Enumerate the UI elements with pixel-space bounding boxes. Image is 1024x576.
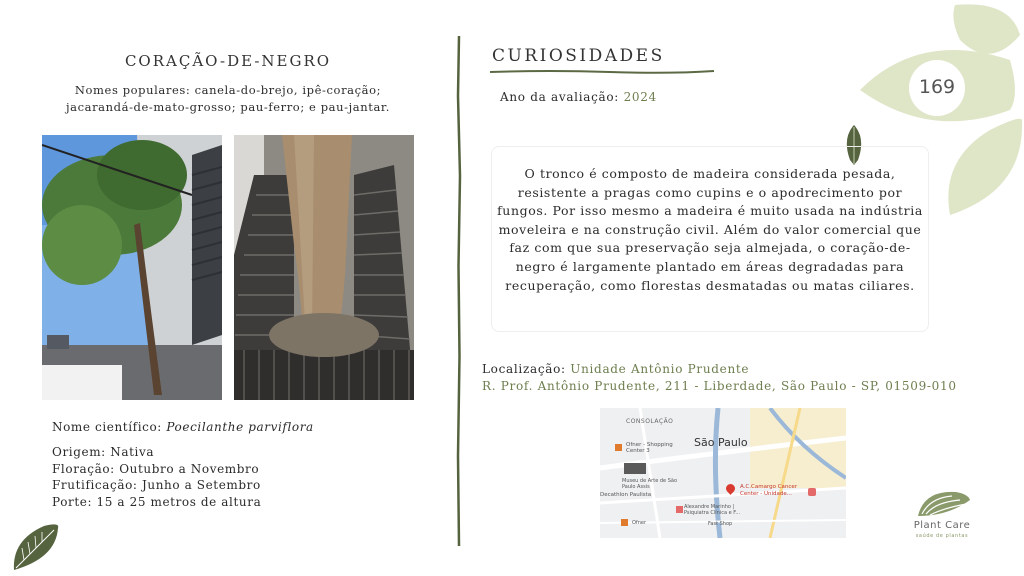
shop-icon xyxy=(615,444,622,451)
map-place-ofner: Ofner xyxy=(632,520,646,526)
curiosidades-title: CURIOSIDADES xyxy=(492,46,665,66)
map-pin-label: A.C.Camargo Cancer Center - Unidade... xyxy=(740,484,798,497)
scientific-name-line xyxy=(52,420,314,434)
fact-flowering: Floração: Outubro a Novembro xyxy=(52,461,260,476)
map-place-alexandre: Alexandre Marinho | Psiquiatra Clínica e F... xyxy=(684,504,741,516)
year-label: Ano da avaliação: xyxy=(500,90,620,104)
vertical-divider xyxy=(452,36,466,546)
map-place-ofner-shopping: Ofner - Shopping Center 3 xyxy=(626,442,673,454)
fact-size: Porte: 15 a 25 metros de altura xyxy=(52,494,262,509)
popular-names: Nomes populares: canela-do-brejo, ipê-coração; jacarandá-de-mato-grosso; pau-ferro; e pau-jantar. xyxy=(65,83,391,114)
fact-origin: Origem: Nativa xyxy=(52,445,155,459)
map-place-decathlon: Decathlon Paulista xyxy=(600,492,652,498)
plant-care-logo xyxy=(904,486,980,540)
curiosity-text: O tronco é composto de madeira considerada pesada, resistente a pragas como cupins e o apodrecimento por fungos. Por isso mesmo a madeira é muito usada na indústria moveleira e na construção civil. Além do valor comercial que faz com que sua preservação seja almejada, o coração-de-negro é largamente plantado em áreas degradadas para recuperação, como florestas desmatadas ou matas ciliares. xyxy=(497,166,923,293)
map-district: CONSOLAÇÃO xyxy=(626,418,674,425)
species-title: CORAÇÃO-DE-NEGRO xyxy=(124,52,332,70)
location-map[interactable] xyxy=(600,408,846,538)
map-place-fastshop: Fast Shop xyxy=(708,521,733,527)
species-facts xyxy=(52,444,261,510)
brand-tagline: saúde de plantas xyxy=(915,533,969,539)
location-unit: Unidade Antônio Prudente xyxy=(570,362,750,376)
map-place-masp: Museu de Arte de São Paulo Assis xyxy=(622,478,677,490)
brand-name: Plant Care xyxy=(913,520,971,531)
title-underline xyxy=(490,68,714,76)
location-block xyxy=(482,361,957,395)
hospital-icon xyxy=(808,488,816,496)
location-address: R. Prof. Antônio Prudente, 211 - Liberdade, São Paulo - SP, 01509-010 xyxy=(482,379,957,393)
map-city: São Paulo xyxy=(694,436,748,449)
tree-photo-street xyxy=(42,135,222,400)
page-number: 169 xyxy=(918,76,956,98)
hospital-icon xyxy=(676,506,683,513)
location-label: Localização: xyxy=(482,362,566,376)
evaluation-year xyxy=(500,90,657,104)
scientific-label: Nome científico: xyxy=(52,420,162,434)
leaf-icon xyxy=(8,520,64,576)
year-value: 2024 xyxy=(623,90,657,104)
scientific-name: Poecilanthe parviflora xyxy=(166,420,314,434)
fact-fruiting: Frutificação: Junho a Setembro xyxy=(52,478,261,492)
shop-icon xyxy=(621,519,628,526)
tree-photo-trunk xyxy=(234,135,414,400)
